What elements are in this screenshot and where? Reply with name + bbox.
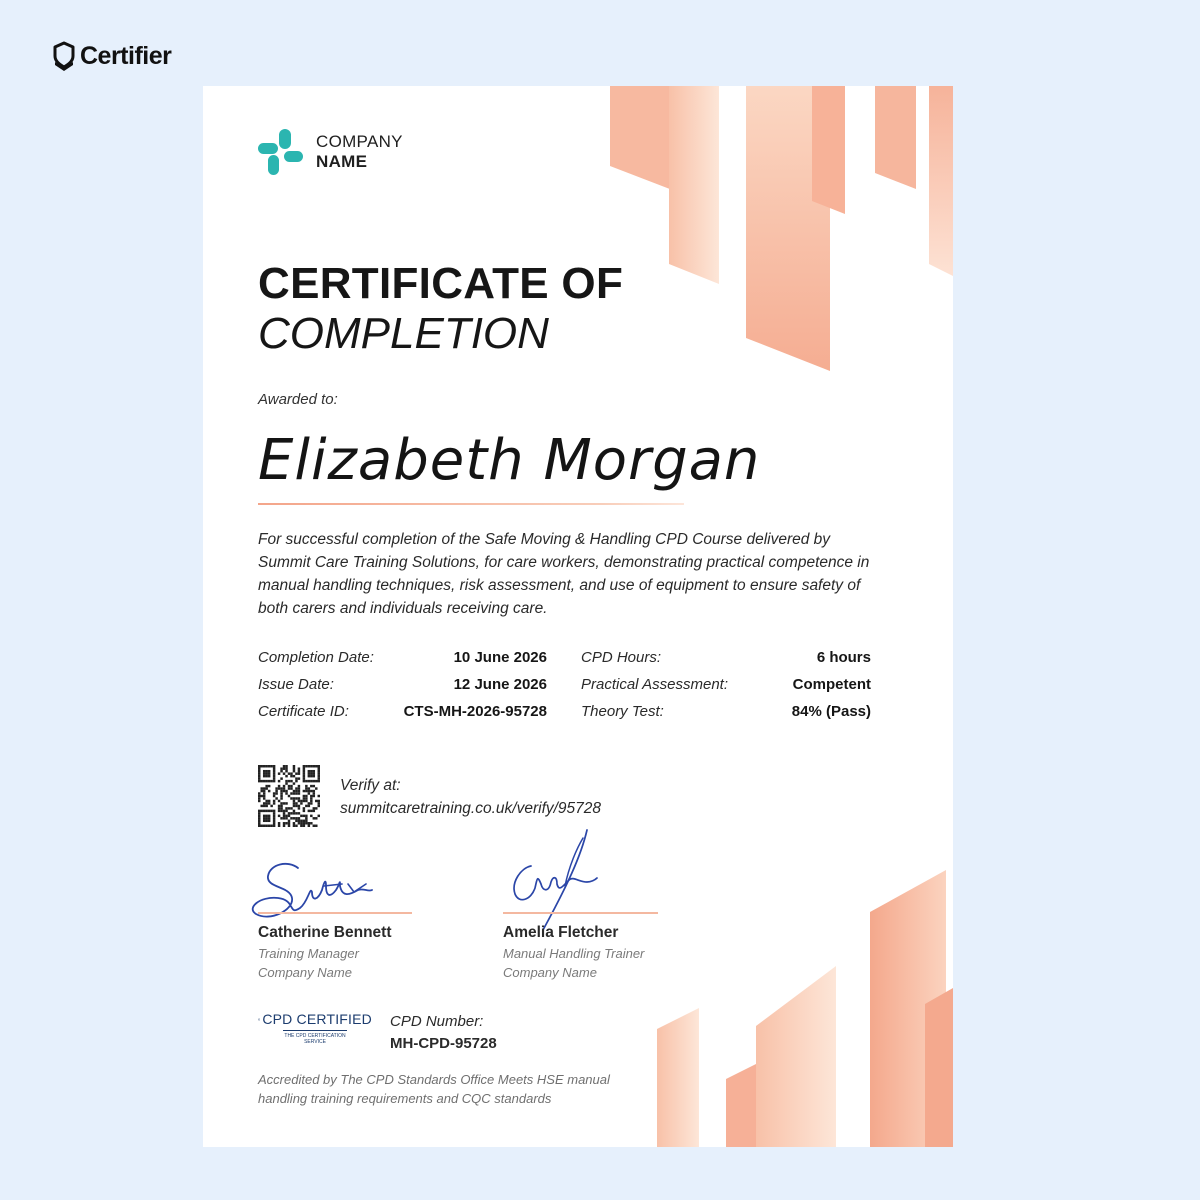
cpd-badge-subtitle: THE CPD CERTIFICATION (284, 1033, 346, 1039)
cpd-number-label: CPD Number: (390, 1013, 484, 1030)
cpd-badge-rule (283, 1030, 347, 1031)
company-logo-icon (258, 129, 304, 175)
detail-label: Completion Date: (258, 649, 374, 666)
certifier-logo-icon (52, 41, 76, 71)
signer-role: Training Manager (258, 946, 359, 961)
recipient-name: Elizabeth Morgan (258, 428, 761, 493)
cpd-certified-badge (258, 1011, 372, 1045)
cpd-number-value: MH-CPD-95728 (390, 1035, 497, 1052)
certificate-description: For successful completion of the Safe Moving & Handling CPD Course delivered by Summit Care Training Solutions, for care workers, demonstrating practical competence in manual handling techniques, risk assessment, and use of equipment to ensure safety of both carers and individuals receiving care. (258, 531, 870, 617)
certifier-brand (52, 41, 171, 71)
accreditation-text: Accredited by The CPD Standards Office Meets HSE manual handling training requirements and CQC standards (258, 1072, 610, 1106)
detail-value: CTS-MH-2026-95728 (403, 703, 547, 720)
signer-company: Company Name (503, 965, 597, 980)
certificate-title: CERTIFICATE OF (258, 259, 624, 308)
verify-url[interactable]: summitcaretraining.co.uk/verify/95728 (340, 800, 602, 817)
detail-row-completion-date (258, 649, 547, 666)
detail-label: Issue Date: (258, 676, 334, 693)
signer-role: Manual Handling Trainer (503, 946, 645, 961)
company-name-line1: COMPANY (316, 132, 403, 151)
cpd-badge-title-text: CPD CERTIFIED (262, 1011, 372, 1027)
detail-label: CPD Hours: (581, 649, 662, 666)
certifier-brand-name: Certifier (80, 41, 172, 70)
signer-amelia-fletcher (503, 922, 644, 982)
detail-row-practical-assessment (581, 676, 871, 693)
company-logo (258, 129, 403, 175)
cpd-badge-title (258, 1011, 372, 1027)
detail-value: 10 June 2026 (453, 649, 547, 666)
detail-row-certificate-id (258, 703, 547, 720)
detail-label: Certificate ID: (258, 703, 349, 720)
check-circle-icon (258, 1013, 260, 1026)
company-name-line2: NAME (316, 152, 368, 171)
signature-amelia-fletcher (503, 826, 613, 936)
signer-company: Company Name (258, 965, 352, 980)
company-name (316, 132, 403, 172)
signer-name: Catherine Bennett (258, 924, 392, 941)
signature-line (258, 912, 412, 914)
verify-label: Verify at: (340, 777, 401, 794)
verify-block (340, 774, 601, 820)
signer-catherine-bennett (258, 922, 392, 982)
signer-name: Amelia Fletcher (503, 924, 619, 941)
cpd-badge-subtitle: SERVICE (304, 1039, 326, 1045)
detail-value: Competent (792, 676, 871, 693)
detail-row-cpd-hours (581, 649, 871, 666)
detail-value: 84% (Pass) (791, 703, 871, 720)
signature-catherine-bennett (248, 856, 378, 926)
detail-row-theory-test (581, 703, 871, 720)
certificate (203, 86, 953, 1147)
certificate-subtitle: COMPLETION (258, 309, 549, 358)
detail-label: Theory Test: (581, 703, 664, 720)
signature-line (503, 912, 658, 914)
cpd-number (390, 1011, 497, 1055)
detail-value: 12 June 2026 (453, 676, 547, 693)
qr-code-icon[interactable] (258, 765, 320, 827)
detail-row-issue-date (258, 676, 547, 693)
detail-label: Practical Assessment: (581, 676, 728, 693)
detail-value: 6 hours (816, 649, 871, 666)
recipient-underline (258, 503, 684, 505)
awarded-label: Awarded to: (258, 391, 338, 408)
